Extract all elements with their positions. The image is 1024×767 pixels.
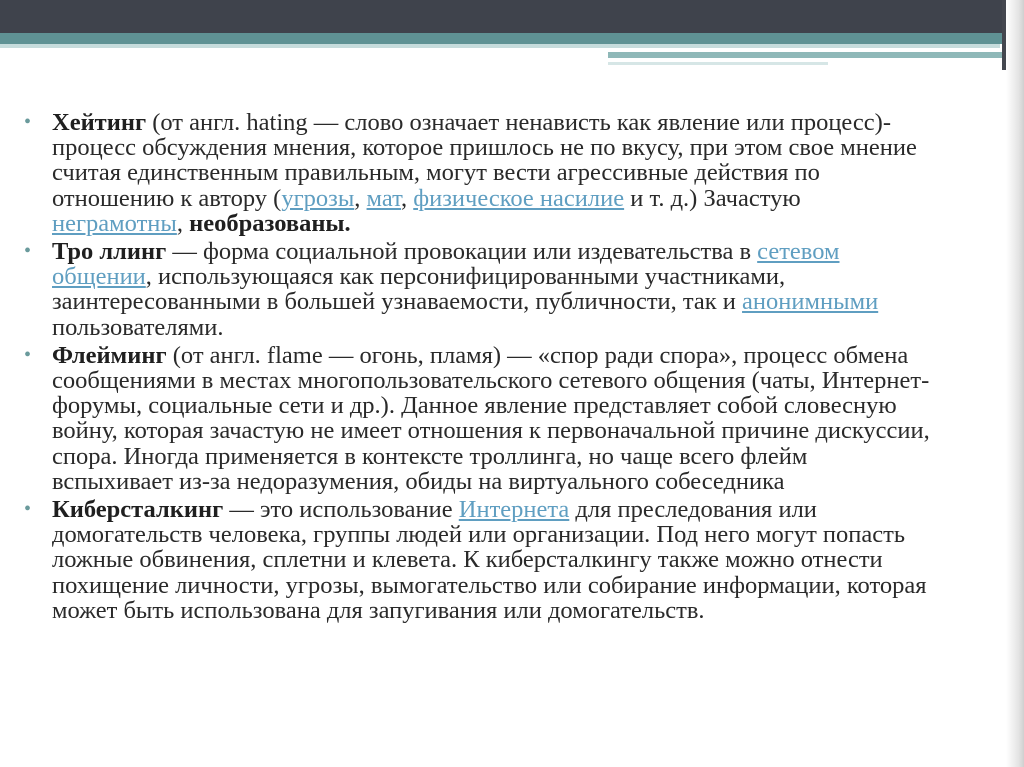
bullet-icon: •: [24, 111, 32, 133]
text: и т. д.) Зачастую: [624, 184, 801, 212]
text: пользователями.: [52, 313, 224, 341]
link-mat[interactable]: мат: [366, 184, 401, 212]
link-network-communication[interactable]: сетевом общении: [52, 238, 840, 291]
text: ,: [401, 184, 414, 212]
link-illiterate[interactable]: неграмотны: [52, 209, 177, 237]
header-accent-stripe: [608, 52, 1008, 58]
link-anonymous[interactable]: анонимными: [742, 288, 879, 316]
link-violence[interactable]: физическое насилие: [413, 184, 625, 212]
list-item-trolling: [24, 238, 932, 341]
term-trolling: Тро ллинг: [52, 238, 167, 266]
text: , использующаяся как персонифицированными участниками, заинтересованными в большей узнаваемости, публичности, так и: [52, 263, 786, 316]
bold-uneducated: необразованы.: [189, 209, 351, 237]
header-accent-stripe-pale: [608, 62, 828, 65]
header-band-teal: [0, 33, 1024, 44]
term-cyberstalking: Киберсталкинг: [52, 496, 224, 524]
bullet-list: [24, 109, 932, 624]
text: ,: [176, 209, 190, 237]
link-internet[interactable]: Интернета: [458, 496, 570, 524]
text: — это использование: [223, 496, 459, 524]
page-edge-shadow: [1006, 0, 1024, 767]
list-item-flaming: [24, 341, 932, 495]
link-threats[interactable]: угрозы: [281, 184, 355, 212]
header-band-dark: [0, 0, 1024, 33]
text: ,: [354, 184, 367, 212]
text: для преследования или домогательств человека, группы людей или организации. Под него могут попасть ложные обвинения, сплетни и клевета. К киберсталкингу также можно отнести похищение личности, угрозы, вымогательство или собирание информации, которая может быть использована для запугивания или домогательств.: [52, 496, 927, 624]
bullet-icon: •: [24, 498, 32, 521]
term-flaming: Флейминг: [52, 341, 167, 369]
text: — форма социальной провокации или издевательства в: [166, 238, 758, 266]
text: (от англ. flame — огонь, пламя) — «спор ради спора», процесс обмена сообщениями в местах многопользовательского сетевого общения (чаты, Интернет-форумы, социальные сети и др.). Данное явление представляет собой словесную войну, которая зачастую не имеет отношения к первоначальной причине дискуссии, спора. Иногда применяется в контексте троллинга, но чаще всего флейм вспыхивает из-за недоразумения, обиды на виртуального собеседника: [52, 341, 930, 495]
list-item-hating: [24, 109, 932, 237]
text: (от англ. hating — слово означает ненависть как явление или процесс)- процесс обсуждения мнения, которое пришлось не по вкусу, при этом свое мнение считая единственным правильным, могут вести агрессивные действия по отношению к автору (: [52, 109, 917, 212]
header-band-light: [0, 44, 1000, 48]
bullet-icon: •: [24, 343, 32, 366]
slide-body: [24, 109, 932, 626]
bullet-icon: •: [24, 240, 32, 263]
term-hating: Хейтинг: [52, 109, 147, 136]
list-item-cyberstalking: [24, 496, 932, 624]
